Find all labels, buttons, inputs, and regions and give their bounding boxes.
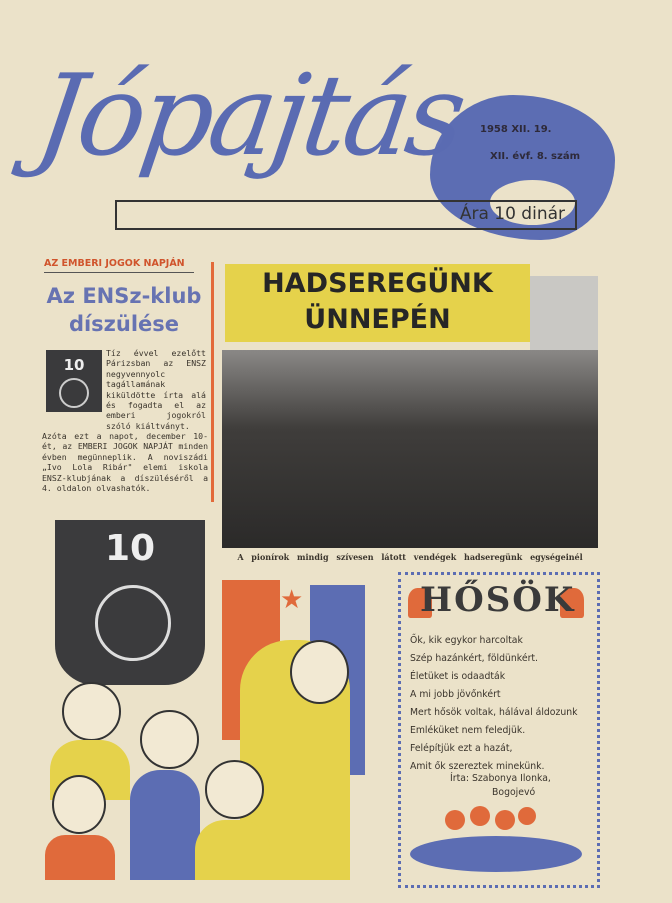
poem-line: Életüket is odaadták: [410, 671, 506, 682]
masthead-logo: Jópajtás: [28, 51, 470, 181]
emblem-number: 10: [63, 356, 85, 374]
star-icon: ★: [280, 585, 304, 615]
globe-icon: [95, 585, 171, 661]
illustration-child-head: [140, 710, 199, 769]
flowers-decoration: [405, 806, 587, 876]
issue-number: XII. évf. 8. szám: [490, 151, 580, 162]
poem-line: Mert hősök voltak, hálával áldozunk: [410, 707, 578, 718]
poem-author: [450, 772, 551, 800]
illustration-child-body: [195, 820, 270, 880]
emblem-number: 10: [104, 528, 156, 569]
article-title: Az ENSz-klub díszülése: [46, 284, 202, 336]
column-divider: [211, 262, 214, 502]
photo-sky: [530, 276, 598, 350]
poem-line: Szép hazánkért, földünkért.: [410, 653, 538, 664]
poem-line: A mi jobb jövőnkért: [410, 689, 501, 700]
poem-text: [410, 632, 598, 776]
poem-line: Amit ők szereztek minekünk.: [410, 761, 545, 772]
illustration-child-head: [205, 760, 264, 819]
poem-title: HŐSÖK: [420, 580, 576, 620]
article-body-intro: Tíz évvel ezelőtt Párizsban az ENSZ negyvennyolc tagállamának kiküldötte írta alá és fogadta el az emberi jogokról szóló kiáltványt.: [106, 348, 206, 431]
poem-line: Felépítjük ezt a hazát,: [410, 743, 513, 754]
author-name: Írta: Szabonya Ilonka,: [450, 773, 551, 784]
issue-date: 1958 XII. 19.: [480, 124, 552, 135]
poem-line: Ők, kik egykor harcoltak: [410, 635, 523, 646]
illustration-child-scarf: [45, 835, 115, 880]
article-kicker: AZ EMBERI JOGOK NAPJÁN: [44, 258, 194, 273]
poem-line: Emléküket nem feledjük.: [410, 725, 526, 736]
pioneers-photo: [222, 350, 598, 548]
headline-line-2: ÜNNEPÉN: [304, 304, 451, 335]
illustration-child-body: [130, 770, 200, 880]
price: Ára 10 dinár: [459, 204, 565, 224]
illustration-child-head: [52, 775, 106, 834]
price-box: [115, 200, 577, 230]
globe-icon: [59, 378, 89, 408]
un-emblem-small: [46, 350, 102, 412]
main-headline: [225, 264, 530, 342]
headline-line-1: HADSEREGÜNK: [262, 268, 493, 299]
author-place: Bogojevó: [492, 787, 536, 798]
article-body: Azóta ezt a napot, december 10-ét, az EMBERI JOGOK NAPJÁT minden évben megünneplik. A noviszádi „Ivo Lola Ribár" elemi iskola ENSZ-klubjának a díszüléséről a 4. oldalon olvashatók.: [42, 431, 208, 494]
photo-caption: A pionírok mindig szívesen látott vendégek hadseregünk egységeinél: [237, 552, 583, 562]
illustration-head: [290, 640, 349, 704]
illustration-child-head: [62, 682, 121, 741]
